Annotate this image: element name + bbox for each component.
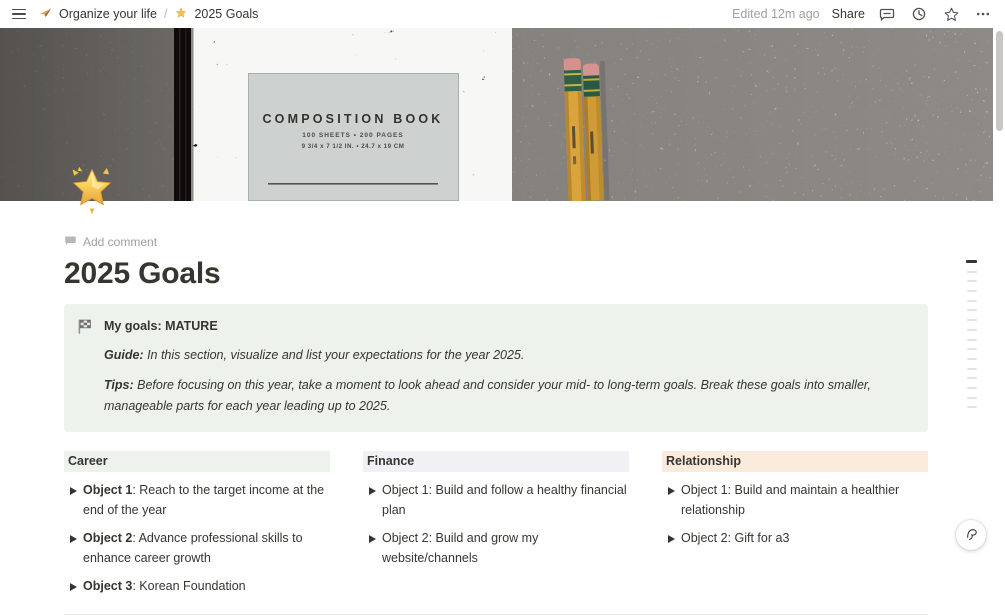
outline-dash[interactable] (967, 406, 977, 408)
breadcrumb-page-label: 2025 Goals (194, 7, 259, 21)
outline-dash[interactable] (967, 309, 977, 311)
toggle-triangle-icon[interactable] (64, 577, 83, 596)
share-button[interactable]: Share (831, 7, 865, 21)
outline-dash[interactable] (967, 348, 977, 350)
outline-dash[interactable] (967, 387, 977, 389)
paper-plane-icon (38, 6, 53, 23)
finance-header[interactable]: Finance (363, 451, 629, 472)
callout-text (104, 317, 912, 417)
outline-dash[interactable] (967, 358, 977, 360)
add-comment-label: Add comment (83, 235, 158, 249)
cover-label-title: COMPOSITION BOOK (262, 112, 444, 126)
toggle-triangle-icon[interactable] (662, 529, 681, 548)
toggle-triangle-icon[interactable] (64, 481, 83, 500)
scrollbar-thumb[interactable] (996, 31, 1003, 131)
outline-dash[interactable] (967, 377, 977, 379)
breadcrumb-workspace-label: Organize your life (59, 7, 157, 21)
career-header[interactable]: Career (64, 451, 330, 472)
toggle-triangle-icon[interactable] (662, 481, 681, 500)
outline-dash[interactable] (966, 260, 977, 263)
career-toggle-3[interactable]: Object 3: Korean Foundation (64, 577, 330, 597)
breadcrumb-workspace[interactable] (38, 6, 157, 23)
outline-dash[interactable] (967, 290, 977, 292)
outline-dash[interactable] (967, 300, 977, 302)
relationship-toggle-2[interactable]: Object 2: Gift for a3 (662, 529, 928, 549)
comment-bubble-icon (64, 234, 77, 250)
goal-columns (64, 451, 928, 597)
notion-ai-scribble-icon (963, 526, 979, 545)
outline-dash[interactable] (967, 280, 977, 282)
toggle-triangle-icon[interactable] (363, 481, 382, 500)
column-finance (363, 451, 629, 597)
cover-label-line2: 9 3/4 x 7 1/2 IN. • 24.7 x 19 CM (301, 143, 405, 150)
outline-dash[interactable] (967, 397, 977, 399)
page-cover-image (0, 28, 993, 201)
column-career (64, 451, 330, 597)
toggle-triangle-icon[interactable] (363, 529, 382, 548)
callout-guide-line[interactable]: Guide: In this section, visualize and list your expectations for the year 2025. (104, 348, 525, 363)
finance-toggle-2[interactable]: Object 2: Build and grow my website/channels (363, 529, 629, 568)
breadcrumb-separator: / (163, 7, 168, 21)
sidebar-toggle-icon[interactable] (10, 5, 28, 24)
finance-toggle-1[interactable]: Object 1: Build and follow a healthy financial plan (363, 481, 629, 520)
add-comment-button[interactable] (64, 234, 157, 250)
topbar (0, 0, 1005, 28)
comments-icon[interactable] (877, 4, 897, 24)
goals-callout[interactable] (64, 304, 928, 432)
outline-dash[interactable] (967, 271, 977, 273)
edited-timestamp: Edited 12m ago (732, 7, 820, 21)
relationship-header[interactable]: Relationship (662, 451, 928, 472)
page-title[interactable]: 2025 Goals (64, 257, 221, 290)
relationship-toggle-1[interactable]: Object 1: Build and maintain a healthier relationship (662, 481, 928, 520)
outline-dash[interactable] (967, 329, 977, 331)
outline-dash[interactable] (967, 339, 977, 341)
outline-dash[interactable] (967, 319, 977, 321)
composition-book-photo (0, 28, 993, 201)
page-icon-glowing-star[interactable] (64, 161, 120, 217)
notebook (174, 28, 512, 201)
outline-dash[interactable] (967, 368, 977, 370)
career-toggle-1[interactable]: Object 1: Reach to the target income at the end of the year (64, 481, 330, 520)
toggle-triangle-icon[interactable] (64, 529, 83, 548)
column-relationship (662, 451, 928, 597)
glowing-star-icon (174, 6, 188, 23)
career-toggle-2[interactable]: Object 2: Advance professional skills to enhance career growth (64, 529, 330, 568)
notion-ai-button[interactable] (956, 520, 986, 550)
callout-heading[interactable]: My goals: MATURE (104, 319, 218, 333)
page-body (64, 234, 928, 615)
callout-tips-line[interactable]: Tips: Before focusing on this year, take a moment to look ahead and consider your mid- to long-term goals. Break these goals into smaller, manageable parts for each year leading up to 2025. (104, 378, 871, 414)
favorite-star-icon[interactable] (941, 4, 961, 24)
breadcrumb-page[interactable] (174, 6, 258, 23)
more-icon[interactable] (973, 4, 993, 24)
cover-label-line1: 100 SHEETS • 200 PAGES (302, 132, 404, 139)
chequered-flag-icon[interactable] (76, 317, 93, 417)
page-outline-indicator[interactable] (966, 260, 977, 416)
history-icon[interactable] (909, 4, 929, 24)
breadcrumb (38, 6, 258, 23)
